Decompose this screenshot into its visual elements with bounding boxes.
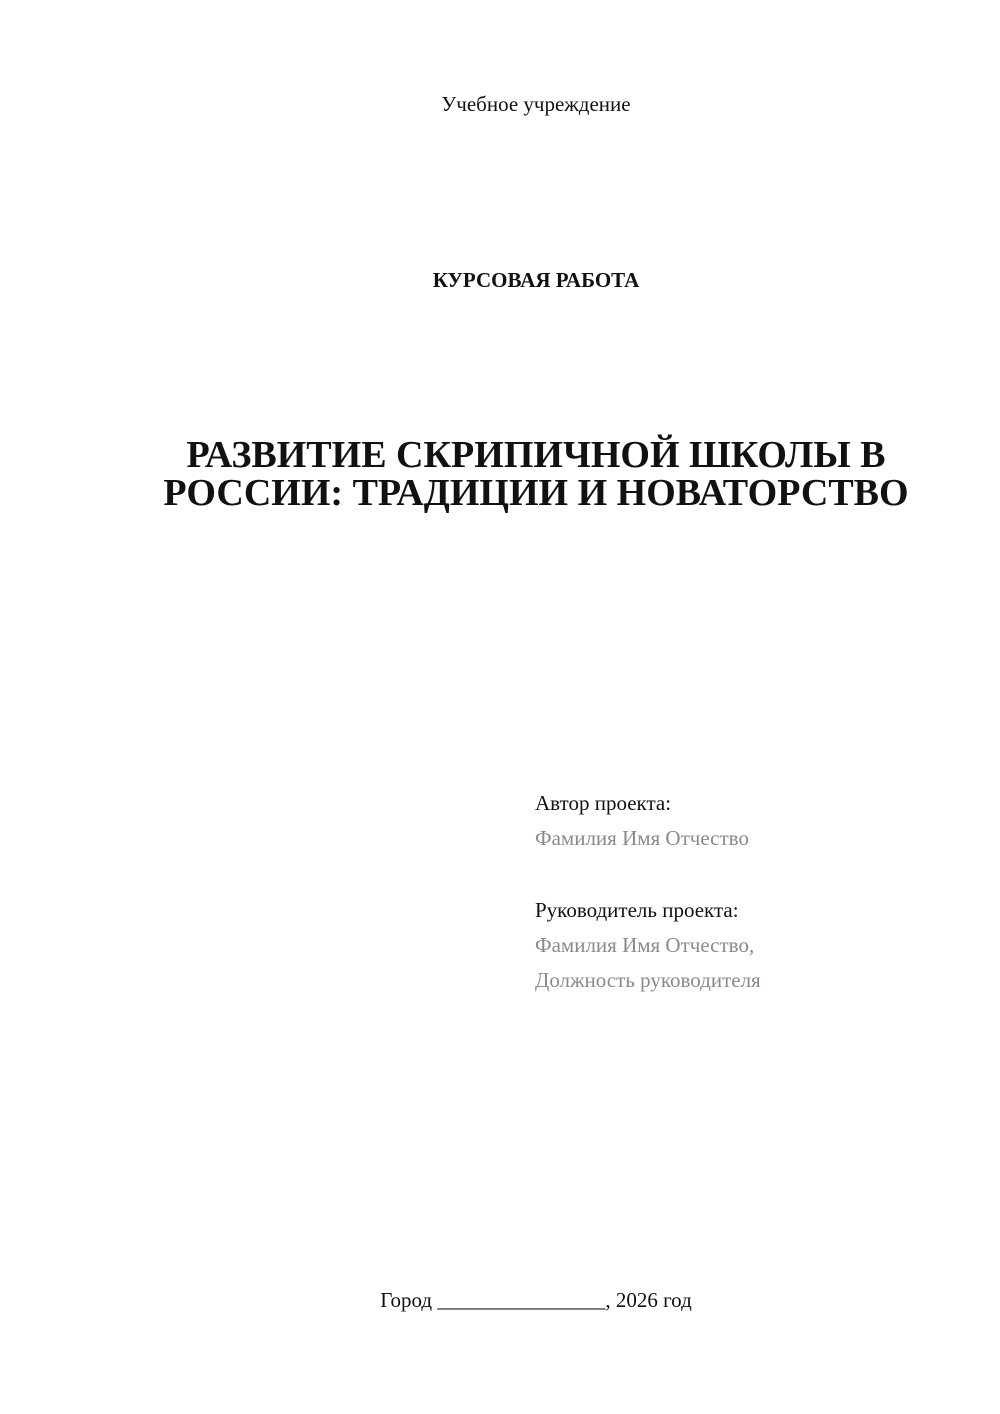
supervisor-name: Фамилия Имя Отчество, xyxy=(535,933,755,957)
document-title xyxy=(100,436,972,512)
author-label: Автор проекта: xyxy=(535,791,672,815)
supervisor-position: Должность руководителя xyxy=(535,968,761,992)
city-year-line xyxy=(0,1288,1000,1313)
title-line-1: РАЗВИТИЕ СКРИПИЧНОЙ ШКОЛЫ В xyxy=(186,434,886,476)
year-text: , 2026 год xyxy=(605,1288,692,1312)
work-type-heading: КУРСОВАЯ РАБОТА xyxy=(432,268,640,292)
title-line-2: РОССИИ: ТРАДИЦИИ И НОВАТОРСТВО xyxy=(163,472,909,514)
author-name: Фамилия Имя Отчество xyxy=(535,826,749,850)
author-block xyxy=(535,786,749,856)
city-blank: ________________ xyxy=(437,1288,606,1312)
institution-name: Учебное учреждение xyxy=(441,92,631,116)
supervisor-label: Руководитель проекта: xyxy=(535,898,739,922)
city-label: Город xyxy=(380,1288,433,1312)
supervisor-block xyxy=(535,893,761,998)
